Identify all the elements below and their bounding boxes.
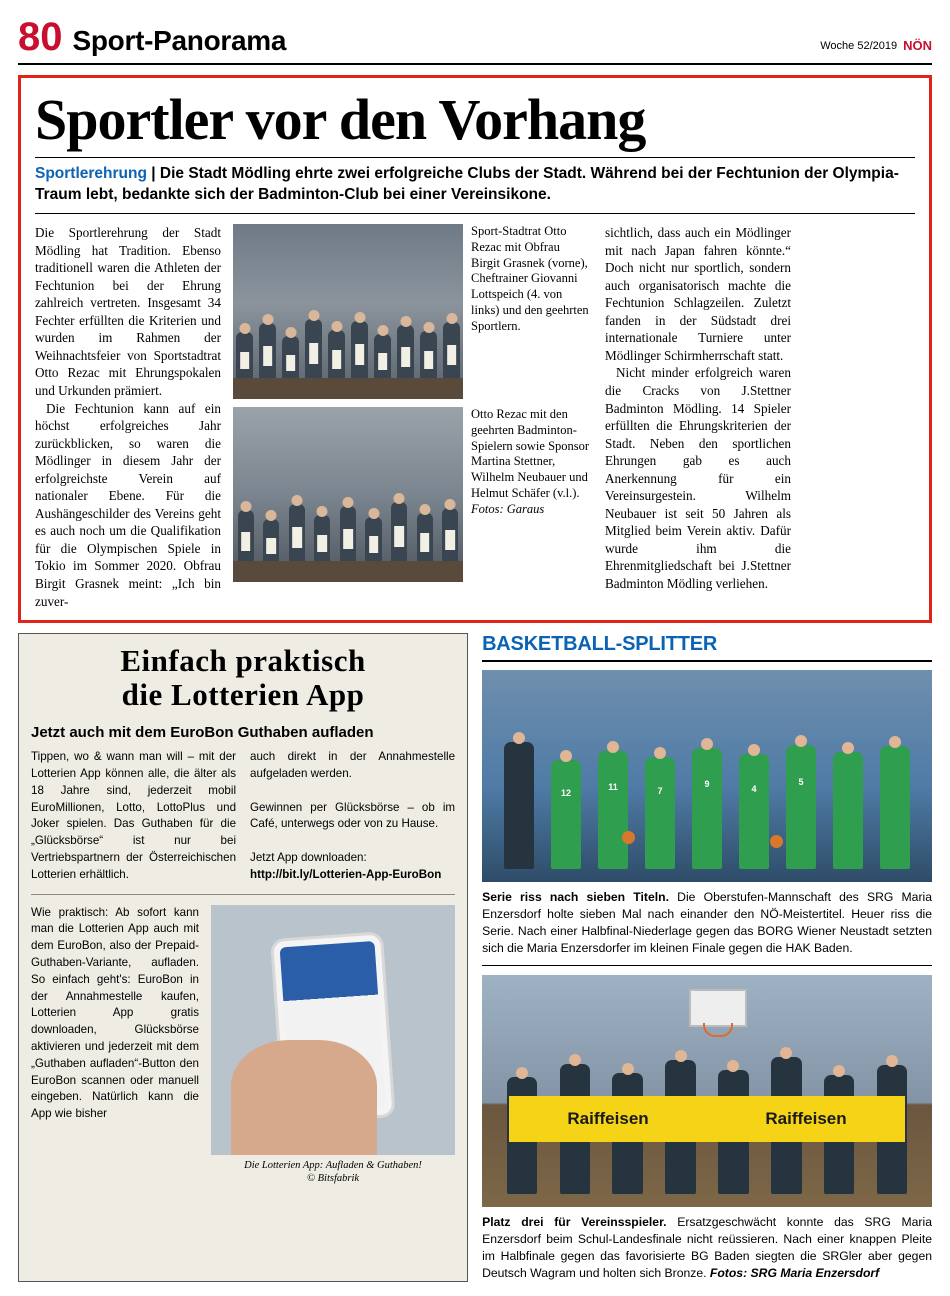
basketball-caption-1 — [482, 889, 932, 956]
photo-image — [233, 407, 463, 582]
photo-image — [233, 224, 463, 399]
ad-paragraph: auch direkt in der Annahmestelle aufgeladen werden. — [250, 750, 456, 781]
ad-download-label: Jetzt App downloaden: — [250, 851, 367, 865]
standfirst-text: Die Stadt Mödling ehrte zwei erfolgreiche Clubs der Stadt. Während bei der Fechtunion der Olympia-Traum lebt, bedankte sich der Badminton-Club bei einer Vereinsikone. — [35, 165, 899, 203]
photo-credit: Fotos: SRG Maria Enzersdorf — [709, 1265, 880, 1280]
caption-lead: Serie riss nach sieben Titeln. — [482, 890, 669, 905]
jersey-number: 7 — [657, 785, 663, 796]
photo-floor — [233, 561, 463, 582]
caption-text: Otto Rezac mit den geehrten Badminton-Spielern sowie Sponsor Martina Stettner, Wilhelm Neubauer und Helmut Schäfer (v.l.). — [471, 407, 590, 500]
photo-image — [482, 975, 932, 1207]
lower-section — [18, 633, 932, 1282]
ad-column-1: Tippen, wo & wann man will – mit der Lotterien App können alle, die älter als 18 Jahre sind, jederzeit mobil EuroMillionen, Lotto, LottoPlus und Joker spielen. Das Guthaben für die „Glücksbörse“ ist nur bei Vertriebspartnern der Österreichischen Lotterien erhältlich. — [31, 750, 237, 881]
ad-photo-caption — [211, 1159, 455, 1185]
sponsor-banner — [509, 1096, 905, 1142]
photo-basketball-award — [482, 975, 932, 1207]
ad-title-line-1: Einfach praktisch — [120, 643, 366, 679]
ad-columns — [31, 749, 455, 883]
jersey-number: 9 — [704, 779, 710, 790]
photo-basketball-team — [482, 670, 932, 882]
story-column-3 — [605, 224, 791, 610]
caption-text: Ersatzgeschwächt konnte das SRG Maria Enzersdorf beim Schul-Landesfinale nicht reüssieren. Nach einer knappen Pleite im Halbfinale gegen das favorisierte BG Baden siegten die SRGler aber gegen Deutsch Wagram und holten sich Bronze. — [482, 1215, 932, 1280]
ad-download-link[interactable]: http://bit.ly/Lotterien-App-EuroBon — [250, 867, 442, 881]
ad-bottom-text: Wie praktisch: Ab sofort kann man die Lotterien App auch mit dem EuroBon, also der Prepaid-Guthaben-Variante, aufladen. So einfach geht's: EuroBon in der Annahmestelle kaufen, Lotterien App gratis downloaden, Glücksbörse aktivieren und jederzeit mit dem „Guthaben aufladen“-Button den EuroBon scannen oder manuell eingeben. Natürlich kann die App wie bisher — [31, 905, 199, 1121]
basketball-caption-2 — [482, 1214, 932, 1281]
ad-title-line-2: die Lotterien App — [121, 677, 365, 713]
caption-text: Die Oberstufen-Mannschaft des SRG Maria Enzersdorf holte sieben Mal nach einander den NÖ-Meistertitel. Heuer riss die Serie. Nach einer Halbfinal-Niederlage gegen das BORG Wiener Neustadt setzten sich die Maria Enzersdorfer im kleinen Finale gegen die HAK Baden. — [482, 890, 933, 955]
jersey-number: 12 — [561, 788, 572, 799]
main-story — [18, 75, 932, 623]
kicker-separator: | — [151, 165, 156, 183]
photo-floor — [233, 378, 463, 399]
advertisement-lotterien — [18, 633, 468, 1282]
story-body — [35, 224, 915, 610]
banner-text: Raiffeisen — [765, 1109, 847, 1129]
paragraph: Die Fechtunion kann auf ein höchst erfolgreiches Jahr zurückblicken, so waren die Mödlinger in diesem Jahr der erfolgreichste Verein auf nationaler Ebene. Für die Aushängeschilder des Vereins geht es auch noch um die Qualifikation für die Olympischen Spiele in Tokio im Sommer 2020. Obfrau Birgit Grasnek meint: „Ich bin zuver- — [35, 400, 221, 609]
ad-caption-text: Die Lotterien App: Aufladen & Guthaben! — [244, 1159, 422, 1171]
story-media-column — [233, 224, 593, 610]
jersey-number: 4 — [751, 783, 757, 794]
ad-divider — [31, 894, 455, 895]
ad-paragraph: Gewinnen per Glücksbörse – ob im Café, unterwegs oder von zu Hause. — [250, 800, 456, 831]
basketball-icon — [622, 831, 635, 844]
photo-credit: Fotos: Garaus — [471, 501, 545, 516]
page-title: Sportler vor den Vorhang — [35, 87, 646, 152]
masthead-left — [18, 15, 287, 59]
ad-column-2 — [250, 749, 455, 883]
jersey-number: 11 — [608, 781, 618, 792]
masthead — [18, 0, 932, 65]
ad-photo-phone — [211, 905, 455, 1155]
divider — [35, 157, 915, 158]
hand-image — [231, 1040, 377, 1155]
photo-block-2 — [233, 407, 593, 582]
basketball-section — [482, 633, 932, 1282]
basketball-section-title: BASKETBALL-SPLITTER — [482, 633, 718, 656]
ad-photo-credit: © Bitsfabrik — [307, 1172, 360, 1184]
paragraph: sichtlich, dass auch ein Mödlinger mit nach Japan fahren könnte.“ Doch nicht nur sportlich, sondern auch organisatorisch machte die Fechtunion Schlagzeilen. Zuletzt fanden in der Südstadt drei internationale Turniere unter Mödlinger Schirmherrschaft statt. — [605, 225, 791, 363]
brand-logo: NÖN — [903, 38, 932, 53]
story-kicker: Sportlerehrung — [35, 165, 147, 183]
ad-subtitle: Jetzt auch mit dem EuroBon Guthaben aufladen — [31, 724, 374, 742]
basketball-hoop-icon — [689, 989, 747, 1027]
caption-lead: Platz drei für Vereinsspieler. — [482, 1215, 667, 1230]
divider — [482, 660, 932, 662]
photo-caption-2 — [471, 407, 591, 582]
photo-badminton — [233, 407, 463, 582]
section-title: Sport-Panorama — [72, 25, 287, 56]
ad-bottom — [31, 905, 455, 1185]
divider-2 — [35, 213, 915, 214]
standfirst — [35, 164, 915, 205]
paragraph: Die Sportlerehrung der Stadt Mödling hat Tradition. Ebenso traditionell waren die Athleten der Fechtunion bei der Ehrung zahlreich vertreten. Insgesamt 34 Fechter erfüllten die Kriterien und wurden im Rahmen der Weihnachtsfeier von Sportstadtrat Otto Rezac mit Ehrungspokalen und Urkunden prämiert. — [35, 225, 221, 398]
photo-block-1 — [233, 224, 593, 399]
story-column-1 — [35, 224, 221, 610]
team-lineup — [496, 721, 919, 869]
masthead-right — [820, 38, 932, 57]
banner-text: Raiffeisen — [567, 1109, 649, 1129]
jersey-number: 5 — [798, 777, 804, 788]
divider — [482, 965, 932, 966]
issue-label: Woche 52/2019 — [820, 39, 898, 52]
paragraph: Nicht minder erfolgreich waren die Cracks von J.Stettner Badminton Mödling. 14 Spieler erfüllten die Ehrungskriterien der Stadt. Neben den sportlichen Ehrungen gab es auch Anerkennung für ein Vereinsurgestein. Wilhelm Neubauer ist seit 50 Jahren als Mitglied beim Verein aktiv. Dafür wurde ihm die Ehrenmitgliedschaft bei J.Stettner Badminton Mödling verliehen. — [605, 365, 791, 591]
photo-caption-1: Sport-Stadtrat Otto Rezac mit Obfrau Birgit Grasnek (vorne), Cheftrainer Giovanni Lottspeich (4. von links) und den geehrten Sportlern. — [471, 224, 589, 333]
photo-image — [482, 670, 932, 882]
photo-fechtunion — [233, 224, 463, 399]
page-number: 80 — [18, 15, 63, 59]
